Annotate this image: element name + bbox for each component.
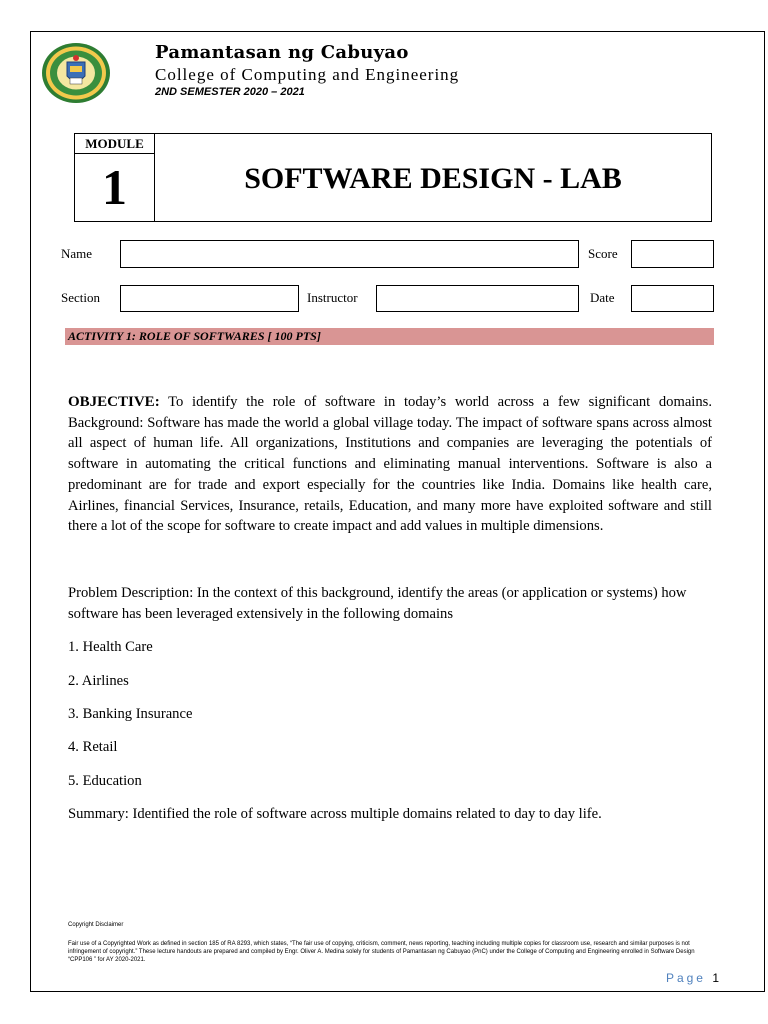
name-field[interactable] (120, 240, 579, 268)
domain-item-health-care: 1. Health Care (68, 639, 153, 655)
domain-item-education: 5. Education (68, 773, 142, 789)
page-number (666, 971, 719, 985)
section-field[interactable] (120, 285, 299, 312)
page-word: Page (665, 971, 706, 985)
score-field[interactable] (631, 240, 714, 268)
course-title: SOFTWARE DESIGN - LAB (244, 162, 622, 195)
name-label: Name (61, 246, 93, 261)
score-label: Score (588, 246, 618, 261)
section-label: Section (61, 290, 100, 305)
objective-paragraph (68, 392, 712, 537)
activity-banner (65, 328, 714, 345)
college-name: College of Computing and Engineering (155, 65, 460, 84)
module-number: 1 (75, 154, 155, 221)
module-label: MODULE (75, 134, 155, 154)
module-header-box (74, 133, 712, 222)
university-name: Pamantasan ng Cabuyao (155, 42, 409, 63)
date-label: Date (590, 290, 615, 305)
instructor-field[interactable] (376, 285, 579, 312)
activity-title: ACTIVITY 1: ROLE OF SOFTWARES [ 100 PTS] (68, 329, 321, 343)
summary-text: Summary: Identified the role of software across multiple domains related to day to day life. (68, 806, 602, 822)
domain-item-airlines: 2. Airlines (68, 673, 129, 689)
university-seal-icon (41, 42, 111, 104)
problem-description: Problem Description: In the context of this background, identify the areas (or application or systems) how software has been leveraged extensively in the following domains (68, 585, 687, 622)
copyright-title: Copyright Disclaimer (68, 922, 124, 928)
objective-text: To identify the role of software in today’s world across a few significant domains. Background: Software has made the world a global village today. The impact of software spans across almost all aspect of human life. All organizations, Institutions and companies are leveraging the potentials of software in automating the critical functions and eliminating manual interventions. Software is also a predominant are for trade and export especially for the countries like India. Domains like health care, Airlines, financial Services, Insurance, retails, Education, and many more have exploited software and still there a lot of the scope for software to create impact and add values in multiple dimensions. (68, 394, 712, 535)
domain-item-retail: 4. Retail (68, 739, 118, 755)
copyright-text: Fair use of a Copyrighted Work as defined in section 185 of RA 8293, which states, “The fair use of copying, criticism, comment, news reporting, teaching including multiple copies for classroom use, research and similar purposes is not infringement of copyright.” These lecture handouts are prepared and compiled by Engr. Oliver A. Medina solely for students of Pamantasan ng Cabuyao (PnC) under the College of Computing and Engineering enrolled in Software Design “CPP106 ” for AY 2020-2021. (68, 941, 695, 963)
objective-heading: OBJECTIVE: (68, 394, 160, 410)
semester-label: 2ND SEMESTER 2020 – 2021 (155, 86, 305, 98)
page-number-value: 1 (712, 971, 719, 985)
domain-item-banking-insurance: 3. Banking Insurance (68, 706, 193, 722)
date-field[interactable] (631, 285, 714, 312)
instructor-label: Instructor (307, 290, 358, 305)
